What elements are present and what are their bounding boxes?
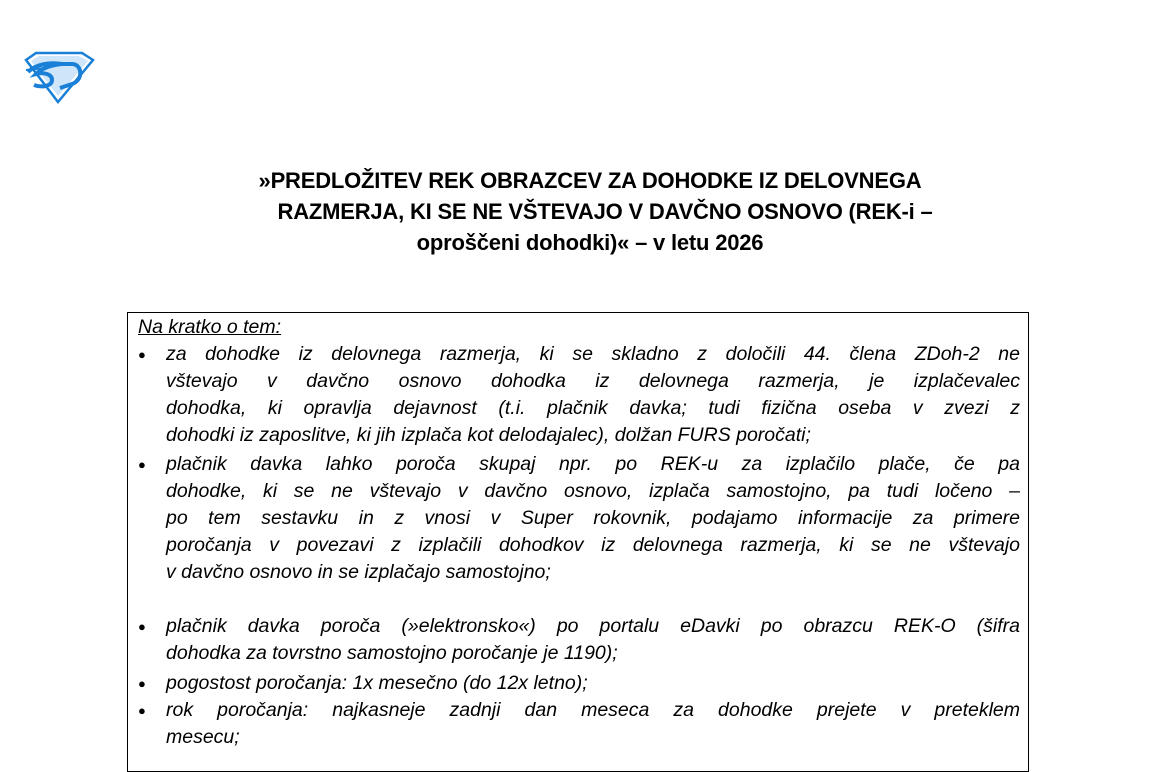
company-logo: [22, 50, 96, 104]
item-line: dohodki iz zaposlitve, ki jih izplača kot delodajalec), dolžan FURS poročati;: [166, 424, 811, 446]
item-line: poročanja v povezavi z izplačili dohodkov iz delovnega razmerja, ki se ne vštevajo: [166, 534, 1020, 556]
item-line: rok poročanja: najkasneje zadnji dan meseca za dohodke prejete v preteklem: [166, 699, 1020, 721]
item-line: pogostost poročanja: 1x mesečno (do 12x letno);: [166, 672, 588, 694]
bullet-icon: ●: [138, 703, 146, 718]
item-line: v davčno osnovo in se izplačajo samostojno;: [166, 561, 551, 583]
title-line: RAZMERJA, KI SE NE VŠTEVAJO V DAVČNO OSNOVO (REK-i –: [277, 199, 933, 224]
item-line: dohodke, ki se ne vštevajo v davčno osnovo, izplača samostojno, pa tudi ločeno –: [166, 480, 1020, 502]
item-line: dohodka za tovrstno samostojno poročanje je 1190);: [166, 642, 618, 664]
bullet-icon: ●: [138, 619, 146, 634]
item-line: dohodka, ki opravlja dejavnost (t.i. plačnik davka; tudi fizična oseba v zvezi z: [166, 397, 1020, 419]
item-line: za dohodke iz delovnega razmerja, ki se skladno z določili 44. člena ZDoh-2 ne: [166, 343, 1020, 365]
document-title: [100, 165, 1080, 258]
item-line: vštevajo v davčno osnovo dohodka iz delovnega razmerja, je izplačevalec: [166, 370, 1020, 392]
item-line: plačnik davka poroča (»elektronsko«) po portalu eDavki po obrazcu REK-O (šifra: [166, 615, 1020, 637]
item-line: po tem sestavku in z vnosi v Super rokovnik, podajamo informacije za primere: [166, 507, 1020, 529]
bullet-icon: ●: [138, 347, 146, 362]
bullet-icon: ●: [138, 457, 146, 472]
summary-heading: Na kratko o tem:: [138, 316, 282, 338]
title-line: oproščeni dohodki)« – v letu 2026: [416, 230, 764, 255]
bullet-icon: ●: [138, 676, 146, 691]
item-line: mesecu;: [166, 726, 240, 748]
title-line: »PREDLOŽITEV REK OBRAZCEV ZA DOHODKE IZ DELOVNEGA: [258, 168, 922, 193]
item-line: plačnik davka lahko poroča skupaj npr. po REK-u za izplačilo plače, če pa: [166, 453, 1020, 475]
